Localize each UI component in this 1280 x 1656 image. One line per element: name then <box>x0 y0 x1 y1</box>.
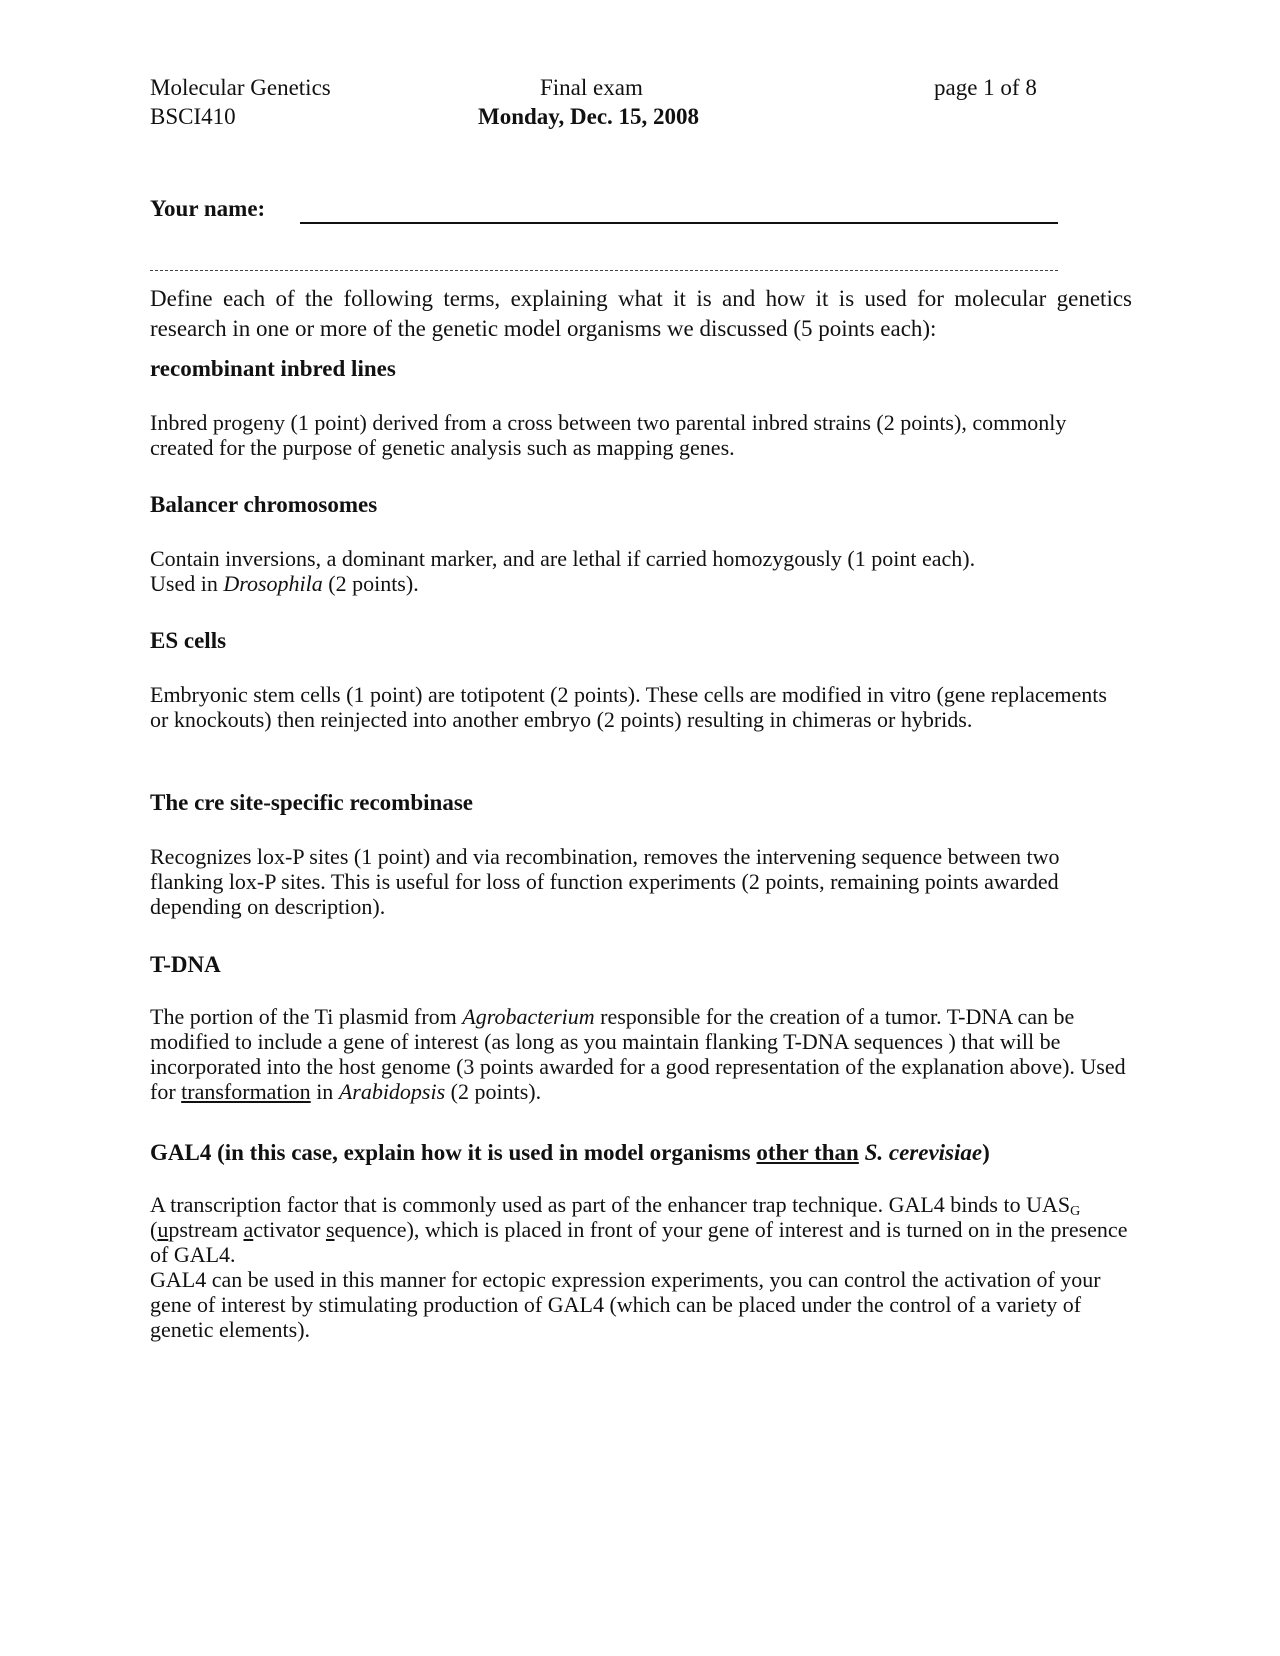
instructions: Define each of the following terms, explaining what it is and how it is used for molecular genetics research in one or more of the genetic model organisms we discussed (5 points each): <box>150 286 1132 341</box>
answer-text: A transcription factor that is commonly used as part of the enhancer trap technique. GAL4 binds to UAS <box>150 1192 1071 1217</box>
answer-recombinant-inbred-lines: Inbred progeny (1 point) derived from a cross between two parental inbred strains (2 points), commonly created for the purpose of genetic analysis such as mapping genes. <box>150 410 1067 460</box>
name-label: Your name: <box>150 196 266 221</box>
term-title-recombinant-inbred-lines: recombinant inbred lines <box>150 356 396 381</box>
exam-date: Monday, Dec. 15, 2008 <box>478 104 700 129</box>
answer-text: ( <box>150 1217 158 1242</box>
term-title-es-cells: ES cells <box>150 628 227 653</box>
title-text: GAL4 (in this case, explain how it is used in model organisms <box>150 1140 757 1165</box>
answer-gal4 <box>150 1192 1130 1342</box>
answer-text: Used in <box>150 571 224 596</box>
course-code: BSCI410 <box>150 104 236 129</box>
dashed-divider <box>150 270 1058 271</box>
answer-line: Contain inversions, a dominant marker, and are lethal if carried homozygously (1 point each). <box>150 546 976 571</box>
name-field[interactable] <box>150 196 1070 228</box>
answer-balancer-chromosomes <box>150 546 1130 596</box>
organism-name: Agrobacterium <box>462 1004 595 1029</box>
acronym-letter: u <box>157 1217 169 1242</box>
term-title-t-dna: T-DNA <box>150 952 221 977</box>
answer-cre-recombinase: Recognizes lox-P sites (1 point) and via recombination, removes the intervening sequence between two flanking lox-P sites. This is useful for loss of function experiments (2 points, remaining points awarded depending on description). <box>150 844 1060 919</box>
answer-text: ctivator <box>253 1217 326 1242</box>
organism-name: Drosophila <box>223 571 323 596</box>
answer-paragraph: GAL4 can be used in this manner for ectopic expression experiments, you can control the activation of your gene of interest by stimulating production of GAL4 (which can be placed under the control of a variety of genetic elements). <box>150 1267 1101 1342</box>
term-title-balancer-chromosomes: Balancer chromosomes <box>150 492 378 517</box>
answer-text: The portion of the Ti plasmid from <box>150 1004 463 1029</box>
answer-es-cells: Embryonic stem cells (1 point) are totipotent (2 points). These cells are modified in vitro (gene replacements or knockouts) then reinjected into another embryo (2 points) resulting in chimeras or hybrids. <box>150 682 1107 732</box>
underlined-term: other than <box>756 1140 859 1165</box>
answer-line <box>150 571 1130 596</box>
term-title-gal4 <box>150 1140 990 1166</box>
answer-paragraph <box>150 1192 1130 1267</box>
answer-text: responsible for the creation of a tumor. T-DNA can be modified to include a gene of interest (as long as you maintain flanking T-DNA sequences ) that will be incorporated into the host genome (3 points awarded for a good representation of the explanation above). Used for <box>150 1004 1126 1104</box>
answer-text: pstream <box>168 1217 244 1242</box>
answer-text: (2 points). <box>445 1079 542 1104</box>
name-underline[interactable] <box>300 222 1058 224</box>
answer-text: equence), which is placed in front of your gene of interest and is turned on in the presence of GAL4. <box>150 1217 1128 1267</box>
answer-t-dna <box>150 1004 1130 1104</box>
organism-name: S. cerevisiae <box>864 1140 983 1165</box>
answer-text: (2 points). <box>322 571 419 596</box>
term-title-cre-recombinase: The cre site-specific recombinase <box>150 790 473 815</box>
course-title: Molecular Genetics <box>150 75 331 100</box>
acronym-letter: a <box>243 1217 254 1242</box>
answer-text: in <box>310 1079 339 1104</box>
organism-name: Arabidopsis <box>338 1079 446 1104</box>
subscript: G <box>1070 1204 1081 1219</box>
title-text: ) <box>982 1140 990 1165</box>
page-number: page 1 of 8 <box>934 75 1037 100</box>
underlined-term: transformation <box>181 1079 311 1104</box>
acronym-letter: s <box>325 1217 335 1242</box>
exam-title: Final exam <box>540 75 643 100</box>
